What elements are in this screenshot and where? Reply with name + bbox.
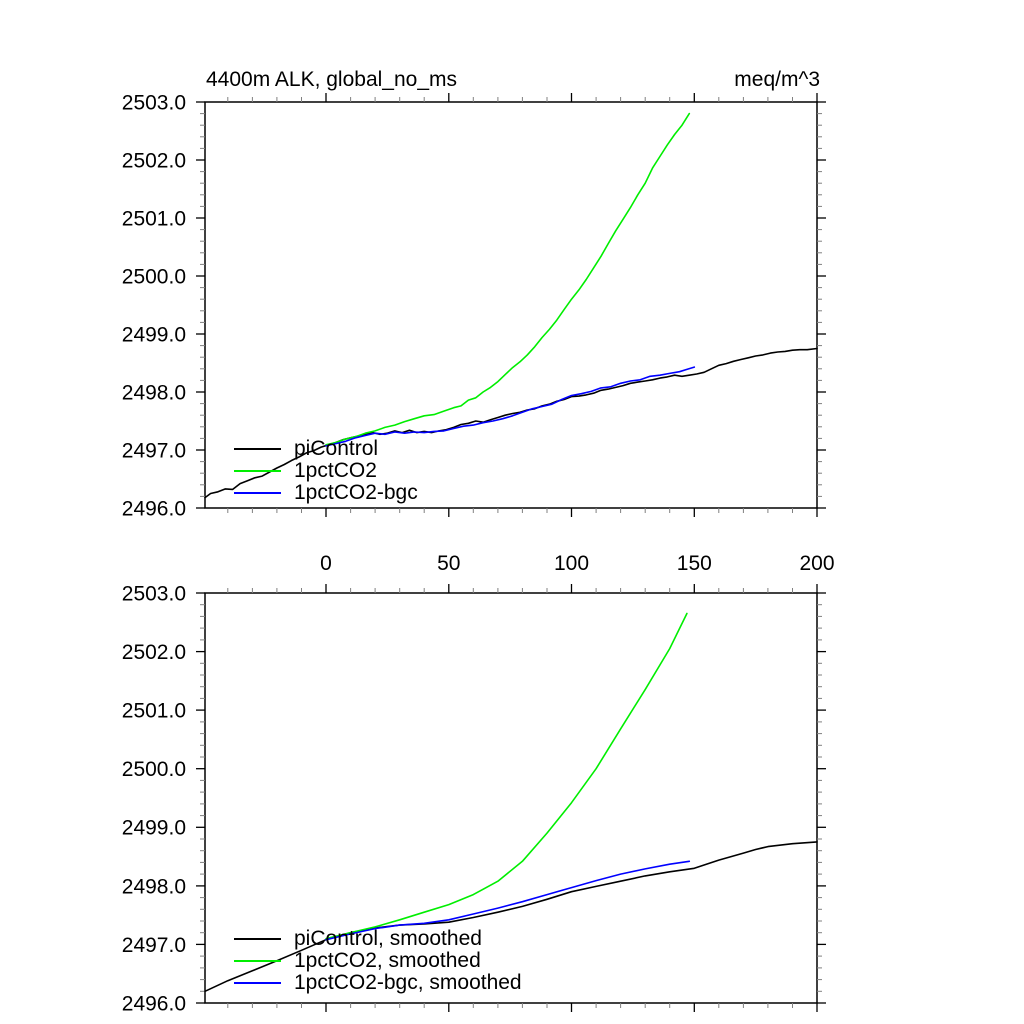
y-tick-label: 2502.0: [121, 640, 186, 664]
y-tick-label: 2502.0: [121, 149, 186, 173]
y-tick-label: 2500.0: [121, 265, 186, 289]
y-tick-label: 2498.0: [121, 381, 186, 405]
units-label: meq/m^3: [734, 68, 820, 91]
legend-label-piControl: piControl: [294, 437, 379, 460]
legend-label-1pctCO2-smoothed: 1pctCO2, smoothed: [294, 949, 481, 972]
legend-item-1pctCO2-bgc: [234, 482, 418, 504]
y-tick-label: 2497.0: [121, 439, 186, 463]
y-tick-label: 2496.0: [121, 992, 186, 1016]
y-tick-label: 2501.0: [121, 699, 186, 723]
y-tick-label: 2499.0: [121, 816, 186, 840]
legend-label-piControl-smoothed: piControl, smoothed: [294, 927, 482, 950]
y-tick-label: 2500.0: [121, 758, 186, 782]
legend-swatch-piControl: [234, 448, 281, 450]
chart-title: 4400m ALK, global_no_ms: [206, 68, 458, 91]
x-tick-label: 100: [553, 552, 590, 575]
y-tick-label: 2496.0: [121, 497, 186, 521]
y-tick-label: 2501.0: [121, 207, 186, 231]
y-tick-label: 2498.0: [121, 875, 186, 899]
legend-swatch-1pctCO2-bgc: [234, 492, 281, 494]
legend-item-1pctCO2-smoothed: [234, 950, 481, 972]
y-tick-label: 2503.0: [121, 582, 186, 606]
y-tick-label: 2499.0: [121, 323, 186, 347]
x-tick-label: 200: [799, 552, 835, 575]
panel-0: [122, 91, 835, 575]
x-tick-label: 50: [437, 552, 461, 575]
series-line-1pctCO2-smoothed: [326, 614, 687, 939]
legend-label-1pctCO2: 1pctCO2: [294, 459, 377, 482]
legend-item-piControl-smoothed: [234, 928, 482, 950]
legend-label-1pctCO2-bgc-smoothed: 1pctCO2-bgc, smoothed: [294, 971, 522, 994]
x-tick-label: 0: [320, 552, 332, 575]
legend-item-1pctCO2-bgc-smoothed: [234, 972, 522, 994]
legend-swatch-1pctCO2-smoothed: [234, 960, 281, 962]
y-tick-label: 2497.0: [121, 933, 186, 957]
legend-item-piControl: [234, 438, 378, 460]
x-tick-label: 150: [676, 552, 712, 575]
legend-swatch-1pctCO2-bgc-smoothed: [234, 982, 281, 984]
legend-swatch-piControl-smoothed: [234, 938, 281, 940]
series-line-1pctCO2-bgc: [326, 367, 694, 446]
legend-item-1pctCO2: [234, 460, 377, 482]
series-line-1pctCO2: [326, 114, 689, 445]
legend-label-1pctCO2-bgc: 1pctCO2-bgc: [294, 481, 418, 504]
y-tick-label: 2503.0: [121, 91, 186, 115]
legend-swatch-1pctCO2: [234, 470, 281, 472]
